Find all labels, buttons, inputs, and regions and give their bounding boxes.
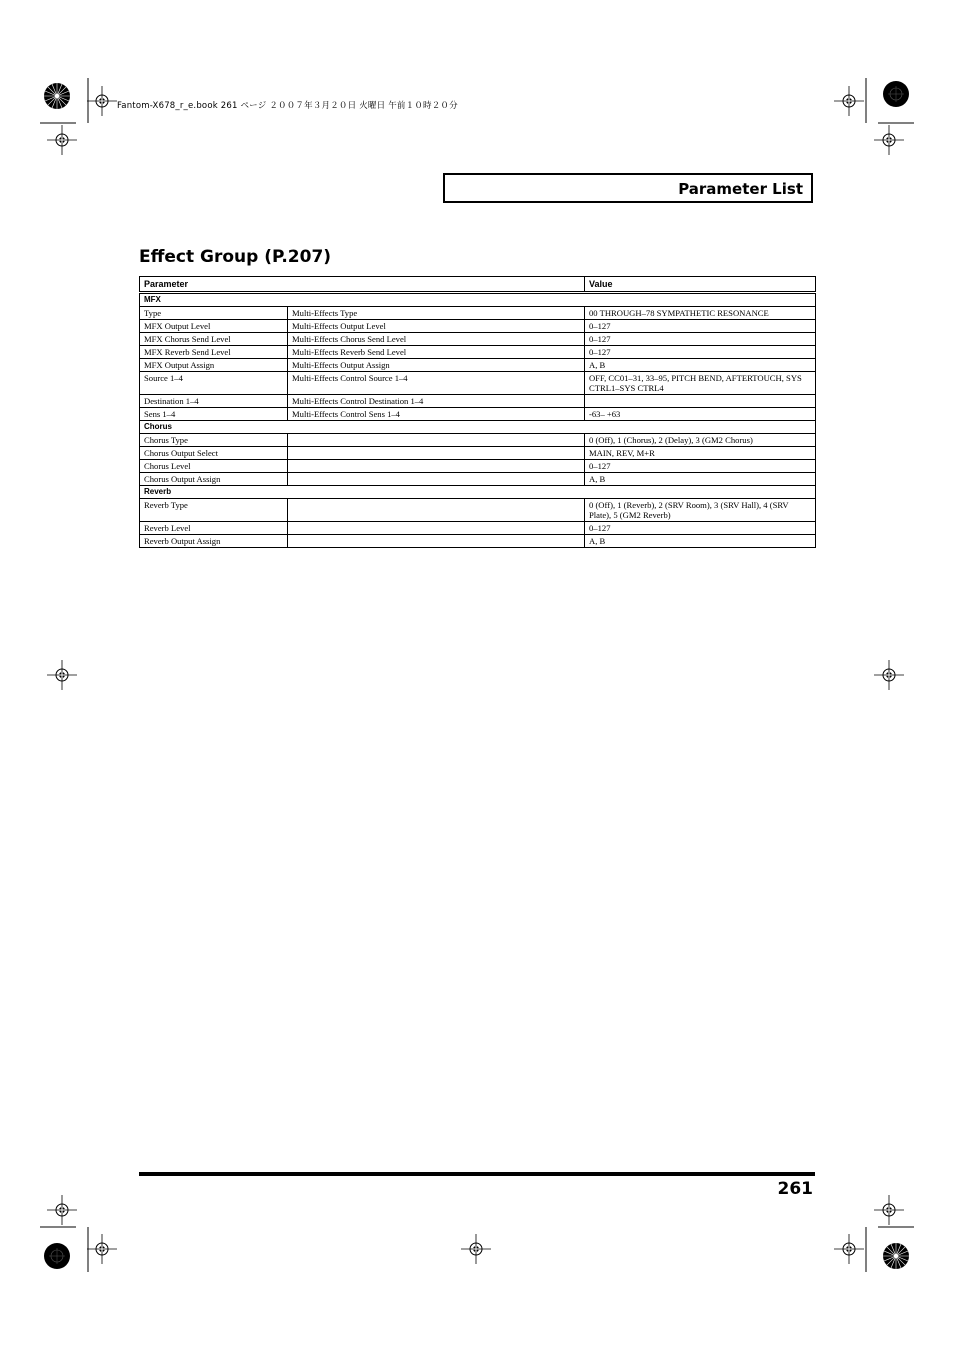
page-number: 261 [777,1179,813,1199]
parameter-table [139,276,816,548]
param-name-cell: Chorus Level [140,460,288,473]
table-row [140,522,816,535]
param-value-cell: A, B [585,473,816,486]
param-description-cell: Multi-Effects Control Destination 1–4 [288,395,585,408]
section-title: Parameter List [678,180,803,198]
param-name-cell: Reverb Output Assign [140,535,288,548]
group-label: Reverb [140,486,816,499]
table-row [140,333,816,346]
param-name-cell: Reverb Type [140,499,288,522]
param-name-cell: Type [140,307,288,320]
param-name-cell: Chorus Type [140,434,288,447]
param-value-cell: 0 (Off), 1 (Reverb), 2 (SRV Room), 3 (SRV Hall), 4 (SRV Plate), 5 (GM2 Reverb) [585,499,816,522]
param-value-cell: 0–127 [585,333,816,346]
param-description-cell: Multi-Effects Output Assign [288,359,585,372]
group-label: Chorus [140,421,816,434]
table-header-row [140,277,816,293]
param-value-cell: MAIN, REV, M+R [585,447,816,460]
param-description-cell [288,460,585,473]
param-value-cell: 0–127 [585,346,816,359]
param-name-cell: Chorus Output Select [140,447,288,460]
param-description-cell: Multi-Effects Chorus Send Level [288,333,585,346]
table-row [140,346,816,359]
param-description-cell: Multi-Effects Reverb Send Level [288,346,585,359]
table-row [140,307,816,320]
table-row [140,434,816,447]
section-title-box [443,173,813,203]
table-row [140,372,816,395]
table-row [140,395,816,408]
param-name-cell: MFX Reverb Send Level [140,346,288,359]
param-description-cell [288,535,585,548]
param-value-cell: 0–127 [585,320,816,333]
table-row [140,473,816,486]
table-row [140,447,816,460]
group-row [140,293,816,307]
param-name-cell: Source 1–4 [140,372,288,395]
param-description-cell: Multi-Effects Control Source 1–4 [288,372,585,395]
page-heading: Effect Group (P.207) [139,247,332,267]
param-name-cell: Reverb Level [140,522,288,535]
param-name-cell: MFX Output Assign [140,359,288,372]
param-description-cell [288,434,585,447]
table-row [140,320,816,333]
param-value-cell: OFF, CC01–31, 33–95, PITCH BEND, AFTERTOUCH, SYS CTRL1–SYS CTRL4 [585,372,816,395]
param-value-cell: 0 (Off), 1 (Chorus), 2 (Delay), 3 (GM2 Chorus) [585,434,816,447]
param-description-cell [288,499,585,522]
param-description-cell: Multi-Effects Output Level [288,320,585,333]
header-parameter: Parameter [140,277,585,293]
param-description-cell [288,447,585,460]
footer-rule [139,1172,815,1176]
param-description-cell [288,522,585,535]
group-label: MFX [140,293,816,307]
param-value-cell: 0–127 [585,522,816,535]
param-name-cell: MFX Output Level [140,320,288,333]
group-row [140,486,816,499]
param-value-cell: A, B [585,535,816,548]
param-value-cell: 0–127 [585,460,816,473]
param-name-cell: Destination 1–4 [140,395,288,408]
table-body [140,293,816,548]
param-description-cell [288,473,585,486]
param-name-cell: Sens 1–4 [140,408,288,421]
param-value-cell: -63– +63 [585,408,816,421]
param-name-cell: MFX Chorus Send Level [140,333,288,346]
param-description-cell: Multi-Effects Type [288,307,585,320]
param-name-cell: Chorus Output Assign [140,473,288,486]
table-row [140,359,816,372]
table-row [140,460,816,473]
header-value: Value [585,277,816,293]
param-value-cell: 00 THROUGH–78 SYMPATHETIC RESONANCE [585,307,816,320]
group-row [140,421,816,434]
param-value-cell [585,395,816,408]
file-info-header: Fantom-X678_r_e.book 261 ページ ２００７年３月２０日 火曜日 午前１０時２０分 [117,101,458,111]
table-row [140,408,816,421]
table-row [140,535,816,548]
param-description-cell: Multi-Effects Control Sens 1–4 [288,408,585,421]
table-row [140,499,816,522]
param-value-cell: A, B [585,359,816,372]
